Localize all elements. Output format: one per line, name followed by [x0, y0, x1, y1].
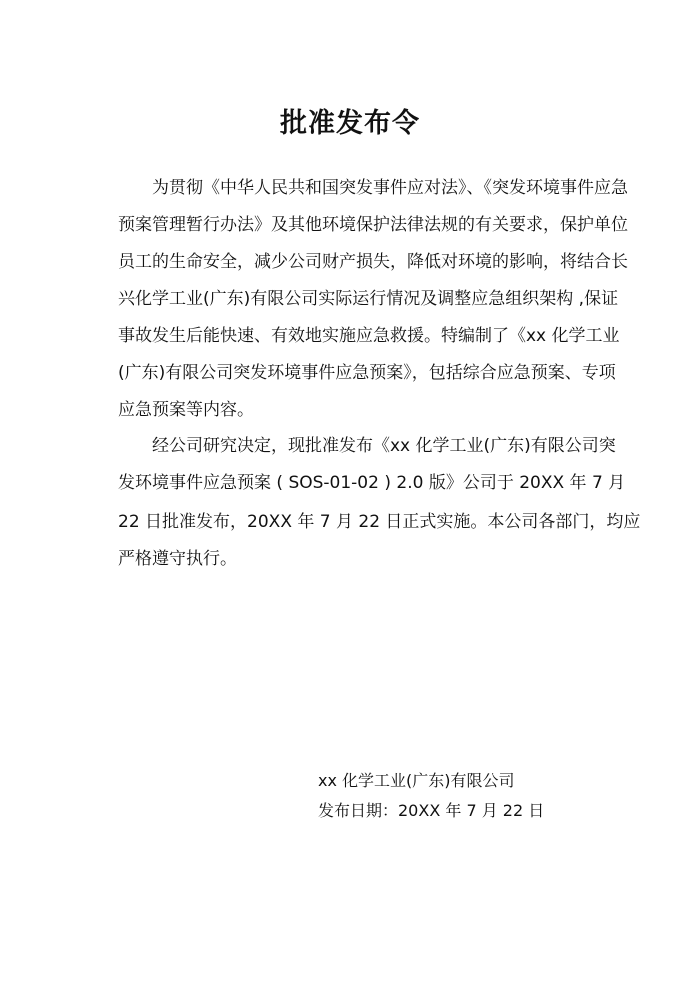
paragraph-line: 兴化学工业(广东)有限公司实际运行情况及调整应急组织架构 ,保证 [118, 289, 619, 309]
paragraph-line: (广东)有限公司突发环境事件应急预案》，包括综合应急预案、专项 [118, 363, 616, 383]
paragraph-line: 应急预案等内容。 [118, 400, 254, 420]
paragraph-line: 22 日批准发布，20XX 年 7 月 22 日正式实施。本公司各部门，均应 [118, 512, 641, 532]
issuing-company: xx 化学工业(广东)有限公司 [318, 771, 515, 790]
paragraph-intro [118, 170, 628, 429]
paragraph-line: 为贯彻《中华人民共和国突发事件应对法》、《突发环境事件应急 [152, 178, 628, 198]
paragraph-line: 预案管理暂行办法》及其他环境保护法律法规的有关要求，保护单位 [118, 215, 628, 235]
paragraph-line: 经公司研究决定，现批准发布《xx 化学工业(广东)有限公司突 [152, 436, 616, 456]
paragraph-decision [118, 428, 626, 502]
paragraph-line: 事故发生后能快速、有效地实施应急救援。特编制了《xx 化学工业 [118, 326, 620, 346]
signature-block [318, 766, 544, 826]
paragraph-decision-cont [118, 504, 641, 578]
issue-date: 发布日期：20XX 年 7 月 22 日 [318, 801, 545, 820]
paragraph-line: 员工的生命安全，减少公司财产损失，降低对环境的影响，将结合长 [118, 252, 628, 272]
paragraph-line: 发环境事件应急预案 ( SOS-01-02 ) 2.0 版》公司于 20XX 年 7 月 [118, 473, 626, 493]
paragraph-line: 严格遵守执行。 [118, 549, 237, 569]
document-title: 批准发布令 [280, 108, 420, 139]
